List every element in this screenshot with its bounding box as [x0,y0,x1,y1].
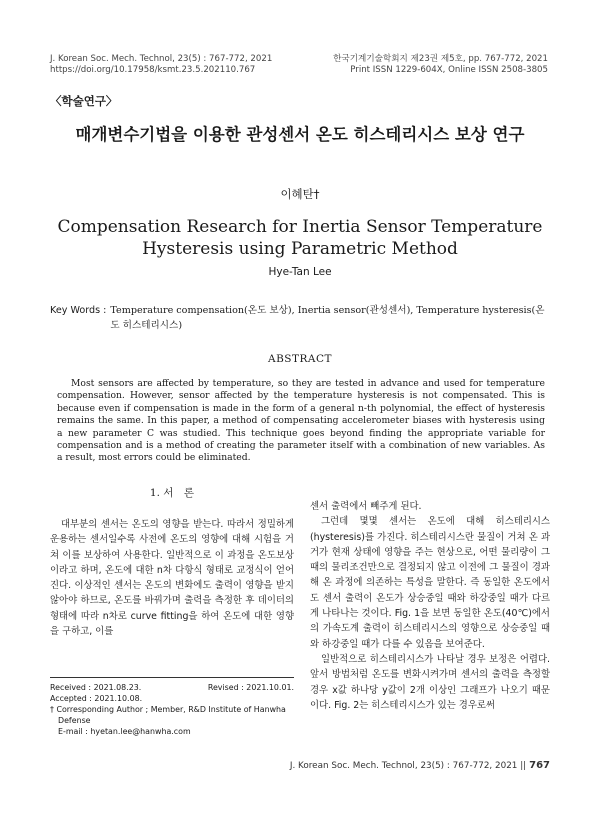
journal-citation-korean: 한국기계기술학회지 제23권 제5호, pp. 767-772, 2021 [333,54,548,64]
keywords-label: Key Words : [50,305,107,316]
title-english-line-1: Compensation Research for Inertia Sensor Temperature [57,217,543,237]
corresponding-author: † Corresponding Author ; Member, R&D Institute of Hanwha Defense [50,705,286,725]
footnote-divider [50,677,294,678]
article-category: 〈학술연구〉 [50,94,118,108]
received-date: Received : 2021.08.23. [50,683,142,692]
title-english [50,216,550,260]
right-column-body [310,499,550,713]
author-english: Hye-Tan Lee [268,266,332,278]
left-column-body [50,517,294,639]
revised-date: Revised : 2021.10.01. [207,683,294,692]
issn-line: Print ISSN 1229-604X, Online ISSN 2508-3805 [350,65,548,75]
keywords-text: Temperature compensation(온도 보상), Inertia sensor(관성센서), Temperature hysteresis(온도 히스테리시스) [110,305,545,331]
author-korean: 이혜탄† [280,187,320,201]
author-email[interactable]: E-mail : hyetan.lee@hanwha.com [58,727,191,736]
keywords-block [50,303,550,333]
page-footer [290,760,550,771]
accepted-date: Accepted : 2021.10.08. [50,694,143,703]
journal-citation-header: J. Korean Soc. Mech. Technol, 23(5) : 767-772, 2021 [50,54,273,64]
title-korean: 매개변수기법을 이용한 관성센서 온도 히스테리시스 보상 연구 [75,125,525,144]
paragraph-continued: 센서 출력에서 빼주게 된다. [310,501,422,512]
title-english-line-2: Hysteresis using Parametric Method [142,239,458,259]
paragraph: 그런데 몇몇 센서는 온도에 대해 히스테리시스(hysteresis)를 가진다. 히스테리시스란 물질이 거쳐 온 과거가 현재 상태에 영향을 주는 현상으로, 어떤 물리량이 그 때의 물리조건만으로 결정되지 않고 이전에 그 물질이 경과해 온 과정에 의존하는 특성을 말한다. 즉 동일한 온도에서도 센서 출력이 온도가 상승중일 때와 하강중일 때가 다르게 나타나는 것이다. Fig. 1을 보면 동일한 온도(40℃)에서의 가속도계 출력이 히스테리시스의 영향으로 상승중일 때와 하강중일 때가 다를 수 있음을 보여준다. [310,516,550,650]
paragraph: 일반적으로 히스테리시스가 나타날 경우 보정은 어렵다. 앞서 방법처럼 온도를 변화시켜가며 센서의 출력을 측정할 경우 x값 하나당 y값이 2개 이상인 그래프가 나오기 때문이다. Fig. 2는 히스테리시스가 있는 경우로써 [310,653,550,711]
paragraph: 대부분의 센서는 온도의 영향을 받는다. 따라서 정밀하게 운용하는 센서일수록 사전에 온도의 영향에 대해 시험을 거쳐 이를 보상하여 사용한다. 일반적으로 이 과정을 온도보상이라고 하며, 온도에 대한 n차 다항식 형태로 교정식이 얻어진다. 이상적인 센서는 온도의 변화에도 출력이 영향을 받지 않아야 하므로, 온도를 바꿔가며 출력을 측정한 후 데이터의 형태에 따라 n차로 curve fitting을 하여 온도에 대한 영향을 구하고, 이를 [50,519,294,638]
page-number: 767 [529,760,550,771]
doi-link[interactable]: https://doi.org/10.17958/ksmt.23.5.202110.767 [50,65,256,75]
abstract-heading: ABSTRACT [267,353,333,365]
section-1-heading: 1. 서 론 [149,487,195,499]
footer-citation: J. Korean Soc. Mech. Technol, 23(5) : 767-772, 2021 || [289,761,527,771]
abstract-text: Most sensors are affected by temperature, so they are tested in advance and used for temperature compensation. However, sensor affected by the temperature hysteresis is not compensated. This is because even if compensation is made in the form of a general n-th polynomial, the effect of hysteresis remains the same. In this paper, a method of compensating accelerometer biases with hysteresis using a new parameter C was studied. This technique goes beyond finding the appropriate variable for compensation and is a method of creating the parameter itself with a combination of new variables. As a result, most errors could be eliminated. [57,378,545,464]
footnote-block [50,682,294,737]
